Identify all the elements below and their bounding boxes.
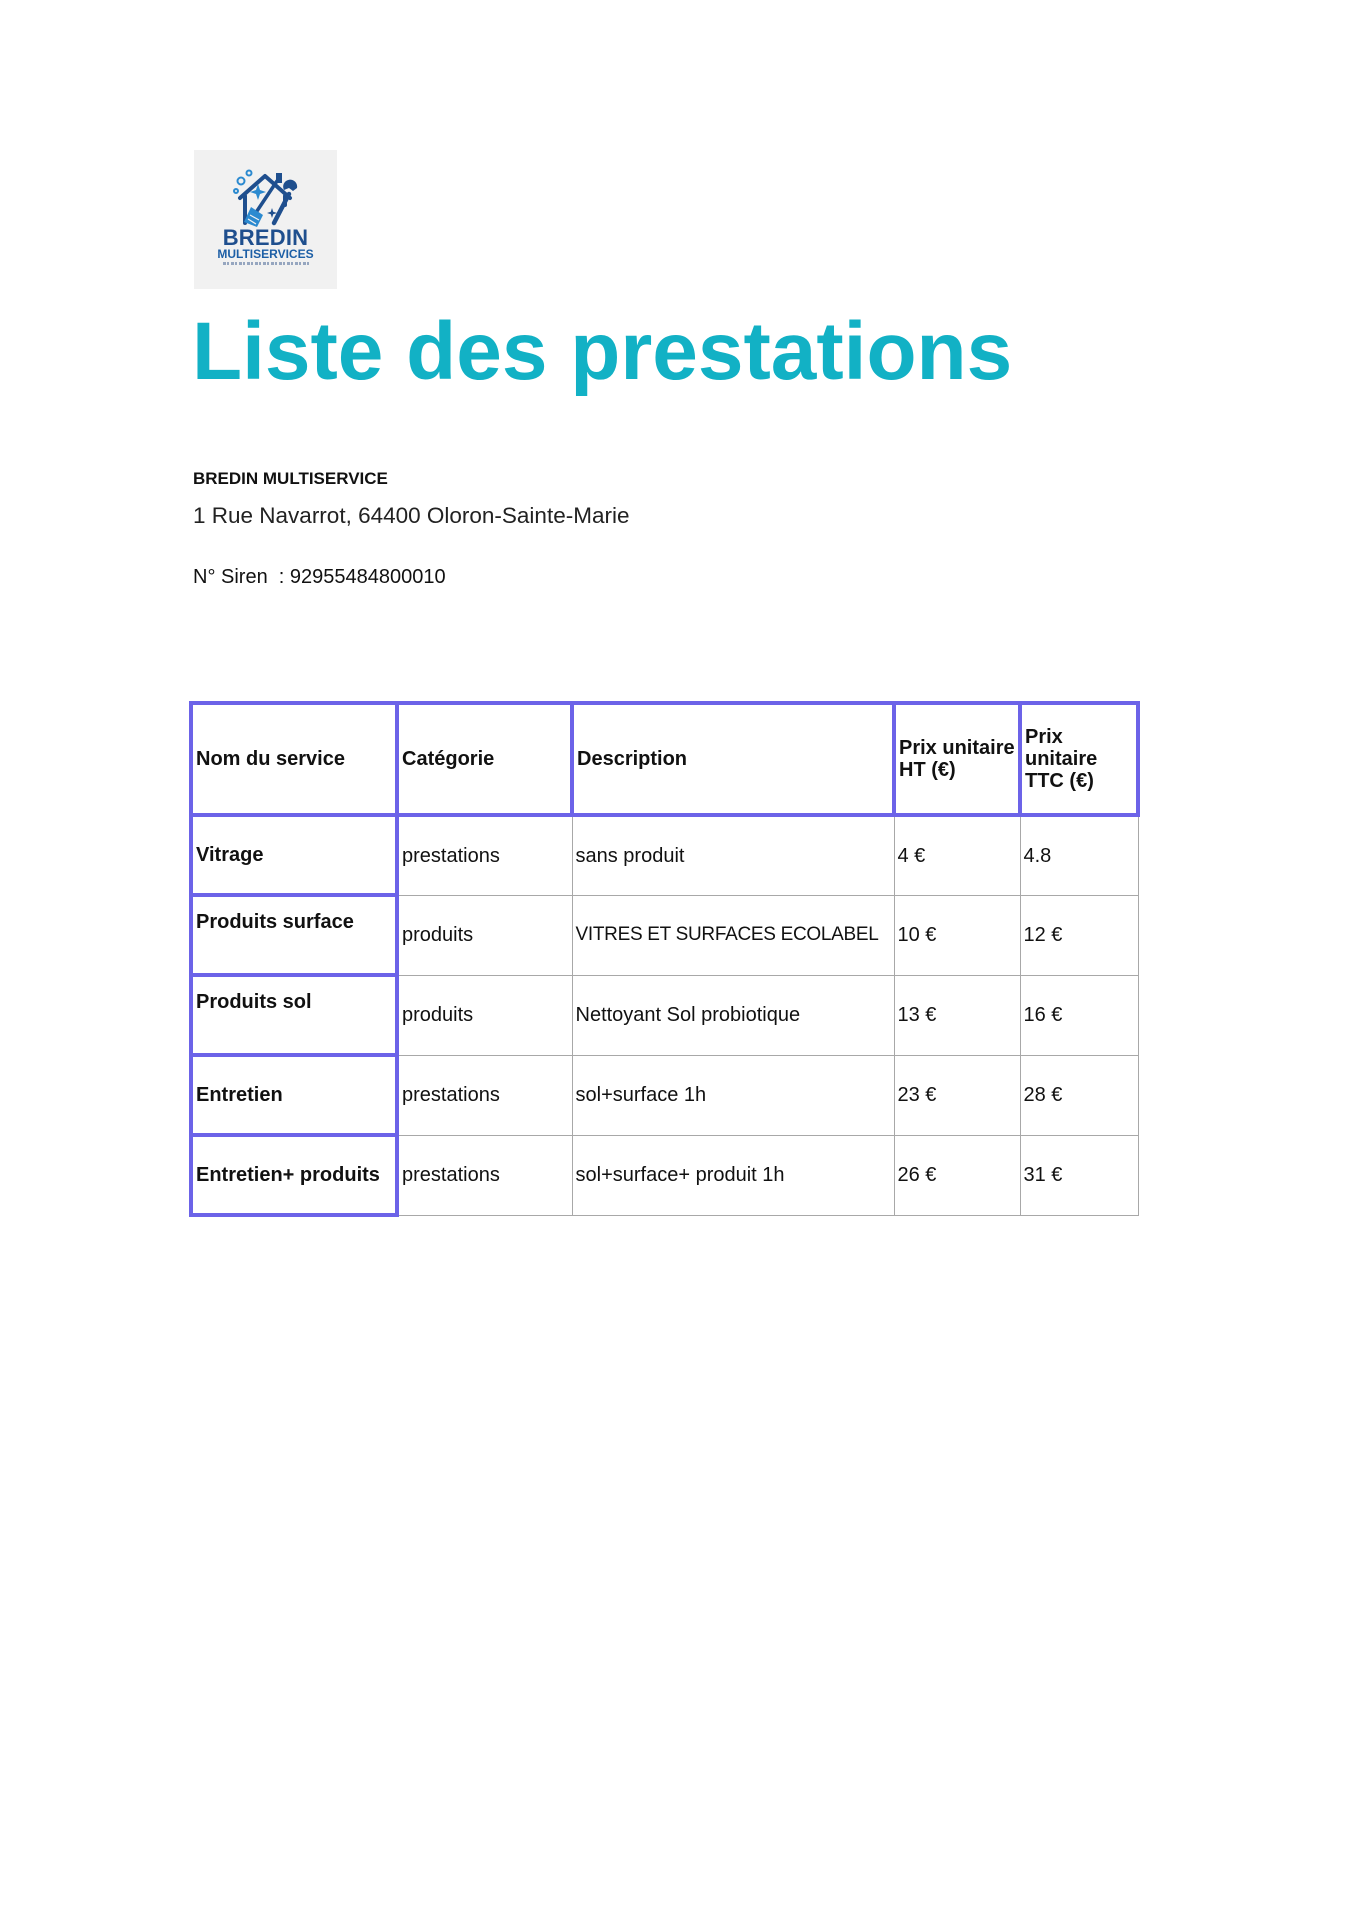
cell-service-name: Produits surface	[191, 895, 397, 975]
cell-price-ttc: 12 €	[1020, 895, 1138, 975]
cell-price-ttc: 4.8	[1020, 815, 1138, 895]
cell-category: prestations	[397, 1055, 572, 1135]
cell-service-name: Produits sol	[191, 975, 397, 1055]
header-price-ht	[894, 703, 1020, 815]
table-row	[191, 975, 1138, 1055]
cell-price-ht: 26 €	[894, 1135, 1020, 1215]
cell-description: sol+surface 1h	[572, 1055, 894, 1135]
cell-price-ht: 10 €	[894, 895, 1020, 975]
cell-category: produits	[397, 895, 572, 975]
logo-tagline	[223, 262, 309, 265]
header-category	[397, 703, 572, 815]
table-header-row	[191, 703, 1138, 815]
house-cleaning-tools-icon	[232, 167, 300, 229]
cell-description: Nettoyant Sol probiotique	[572, 975, 894, 1055]
header-line: Prix	[1025, 726, 1063, 748]
cell-price-ht: 23 €	[894, 1055, 1020, 1135]
table-row	[191, 895, 1138, 975]
company-logo	[194, 150, 337, 289]
cell-price-ht: 13 €	[894, 975, 1020, 1055]
header-line: HT (€)	[899, 759, 956, 781]
cell-service-name: Entretien	[191, 1055, 397, 1135]
cell-description: sol+surface+ produit 1h	[572, 1135, 894, 1215]
header-line: Prix unitaire	[899, 737, 1015, 759]
cell-price-ht: 4 €	[894, 815, 1020, 895]
logo-name: BREDIN	[222, 225, 309, 250]
company-address: 1 Rue Navarrot, 64400 Oloron-Sainte-Marie	[193, 503, 630, 528]
logo-subtitle: MULTISERVICES	[217, 247, 314, 261]
header-price-ttc	[1020, 703, 1138, 815]
cell-description: sans produit	[572, 815, 894, 895]
services-table	[189, 701, 1140, 1217]
cell-description: VITRES ET SURFACES ECOLABEL	[572, 895, 894, 975]
table-row	[191, 1055, 1138, 1135]
table-row	[191, 815, 1138, 895]
table-row	[191, 1135, 1138, 1215]
page-title: Liste des prestations	[192, 306, 1013, 397]
cell-price-ttc: 16 €	[1020, 975, 1138, 1055]
header-line: Catégorie	[402, 748, 495, 770]
header-line: TTC (€)	[1025, 770, 1094, 792]
cell-service-name: Entretien+ produits	[191, 1135, 397, 1215]
cell-price-ttc: 31 €	[1020, 1135, 1138, 1215]
cell-price-ttc: 28 €	[1020, 1055, 1138, 1135]
company-siren: N° Siren : 92955484800010	[193, 566, 446, 588]
cell-service-name: Vitrage	[191, 815, 397, 895]
header-description	[572, 703, 894, 815]
header-line: unitaire	[1025, 748, 1098, 770]
header-line: Nom du service	[196, 748, 345, 770]
cell-category: prestations	[397, 815, 572, 895]
header-service-name	[191, 703, 397, 815]
cell-category: prestations	[397, 1135, 572, 1215]
cell-category: produits	[397, 975, 572, 1055]
header-line: Description	[577, 748, 688, 770]
company-name: BREDIN MULTISERVICE	[193, 469, 388, 488]
